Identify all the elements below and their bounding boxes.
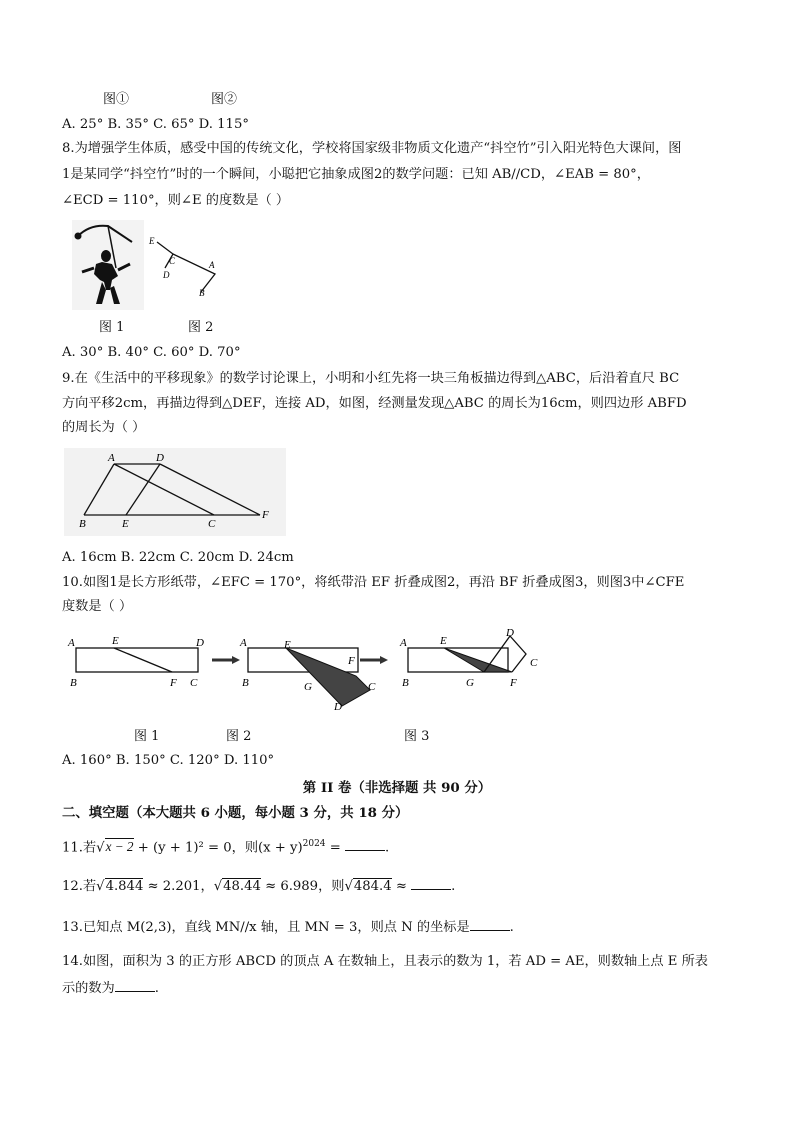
sqrt-icon: √: [344, 879, 353, 894]
q8-line1: 8.为增强学生体质，感受中国的传统文化，学校将国家级非物质文化遗产“抖空竹”引入阳光特色大课间，图: [62, 141, 682, 156]
q12-value-1: ≈ 2.201，: [143, 879, 214, 894]
q8-fig2-caption: 图 2: [188, 320, 214, 335]
q8-fig-label-a: A: [209, 260, 215, 270]
q8-options: A. 30° B. 40° C. 60° D. 70°: [62, 345, 241, 360]
svg-text:D: D: [196, 637, 204, 649]
q7-fig1-caption: 图①: [103, 92, 130, 107]
q11-suffix: =: [325, 840, 345, 856]
q8-fig-label-b: B: [199, 288, 205, 298]
q12-end: .: [451, 879, 456, 894]
svg-text:C: C: [368, 681, 376, 693]
q9-line2: 方向平移2cm，再描边得到△DEF，连接 AD，如图，经测量发现△ABC 的周长为16cm，则四边形 ABFD: [62, 396, 687, 411]
q11-exponent: 2024: [302, 839, 326, 849]
q12-radicand-1: 4.844: [105, 879, 144, 894]
q11-middle: + (y + 1)² = 0，则(x + y): [133, 840, 303, 856]
q13-answer-blank[interactable]: [470, 918, 510, 931]
q8-fig-label-c: C: [169, 256, 176, 266]
q10-fig1-caption: 图 1: [134, 729, 160, 744]
q12-value-3: ≈: [391, 879, 412, 894]
svg-text:D: D: [506, 628, 514, 639]
svg-text:D: D: [334, 701, 342, 713]
fill-in-heading: 二、填空题（本大题共 6 小题，每小题 3 分，共 18 分）: [62, 805, 409, 821]
q9-options: A. 16cm B. 22cm C. 20cm D. 24cm: [62, 550, 294, 565]
q11-prefix: 11.若: [62, 840, 97, 856]
q13-end: .: [509, 920, 514, 935]
q11: [62, 836, 389, 856]
q10-figures-folding: [64, 628, 544, 720]
svg-text:B: B: [242, 677, 249, 689]
svg-text:B: B: [402, 677, 409, 689]
q12-answer-blank[interactable]: [411, 877, 451, 890]
q8-fig1-caption: 图 1: [99, 320, 125, 335]
svg-text:F: F: [510, 677, 517, 689]
q9-fig-label-e: E: [122, 518, 129, 530]
svg-text:C: C: [530, 657, 538, 669]
svg-text:A: A: [240, 637, 247, 649]
q11-answer-blank[interactable]: [345, 838, 385, 851]
q13-text: 13.已知点 M(2,3)，直线 MN//x 轴，且 MN = 3，则点 N 的坐标是: [62, 920, 470, 935]
q7-options: A. 25° B. 35° C. 65° D. 115°: [62, 117, 249, 132]
q12-radicand-3: 484.4: [353, 879, 392, 894]
sqrt-icon: √: [96, 840, 105, 856]
q9-line3: 的周长为（ ）: [62, 420, 146, 435]
q14-line2-wrap: [62, 979, 159, 997]
svg-text:E: E: [284, 639, 291, 651]
svg-text:E: E: [440, 635, 447, 647]
q9-line1: 9.在《生活中的平移现象》的数学讨论课上，小明和小红先将一块三角板描边得到△ABC，后沿着直尺 BC: [62, 371, 680, 386]
q14-line2: 示的数为: [62, 981, 115, 996]
svg-text:A: A: [400, 637, 407, 649]
q14-end: .: [154, 981, 159, 996]
q11-end: .: [384, 840, 390, 856]
q12: [62, 877, 455, 895]
q8-figure1-diabolo-player: [72, 220, 144, 310]
q10-line2: 度数是（ ）: [62, 599, 133, 614]
q9-fig-label-f: F: [262, 509, 269, 521]
svg-text:G: G: [304, 681, 312, 693]
q9-fig-label-c: C: [208, 518, 216, 530]
q10-options: A. 160° B. 150° C. 120° D. 110°: [62, 753, 275, 768]
q10-line1: 10.如图1是长方形纸带，∠EFC = 170°，将纸带沿 EF 折叠成图2，再沿 BF 折叠成图3，则图3中∠CFE: [62, 575, 685, 590]
svg-text:C: C: [190, 677, 198, 689]
svg-text:E: E: [112, 635, 119, 647]
q9-fig-label-d: D: [156, 452, 164, 464]
q8-fig-label-d: D: [163, 270, 170, 280]
svg-text:G: G: [466, 677, 474, 689]
sqrt-icon: √: [96, 879, 105, 894]
part-two-title: 第 II 卷（非选择题 共 90 分）: [302, 780, 492, 796]
q9-fig-label-a: A: [108, 452, 115, 464]
q12-value-2: ≈ 6.989，则: [260, 879, 345, 894]
svg-text:A: A: [68, 637, 75, 649]
q11-radicand: x − 2: [105, 839, 134, 855]
q8-line3: ∠ECD = 110°，则∠E 的度数是（ ）: [62, 193, 290, 208]
q8-line2: 1是某同学“抖空竹”时的一个瞬间，小聪把它抽象成图2的数学问题：已知 AB//CD，∠EAB = 80°，: [62, 167, 650, 182]
q7-fig2-caption: 图②: [211, 92, 238, 107]
q12-prefix: 12.若: [62, 879, 97, 894]
svg-text:F: F: [348, 655, 355, 667]
q14-answer-blank[interactable]: [115, 979, 155, 992]
q12-radicand-2: 48.44: [223, 879, 261, 894]
q9-figure-triangles: [64, 448, 286, 536]
q14-line1: 14.如图，面积为 3 的正方形 ABCD 的顶点 A 在数轴上，且表示的数为 1，若 AD = AE，则数轴上点 E 所表: [62, 954, 708, 969]
q10-fig3-caption: 图 3: [404, 729, 430, 744]
q8-fig-label-e: E: [149, 236, 155, 246]
q9-fig-label-b: B: [79, 518, 86, 530]
svg-text:F: F: [170, 677, 177, 689]
sqrt-icon: √: [213, 879, 223, 894]
q8-figure2-geometry: [143, 232, 223, 300]
q13: [62, 918, 514, 936]
q10-fig2-caption: 图 2: [226, 729, 252, 744]
svg-text:B: B: [70, 677, 77, 689]
